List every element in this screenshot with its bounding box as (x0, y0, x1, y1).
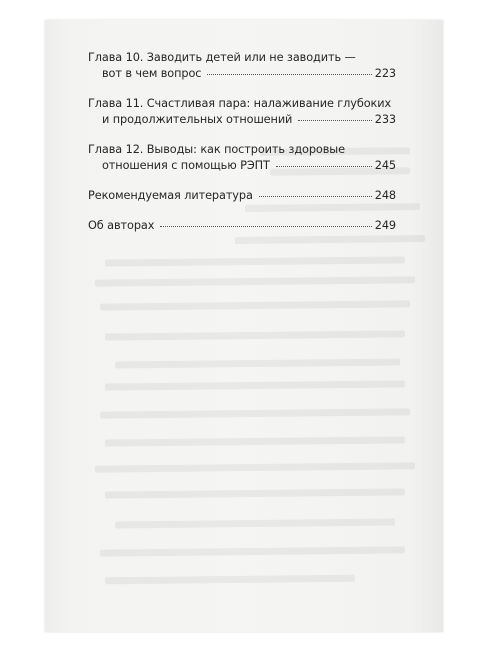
show-through-line (115, 359, 400, 369)
show-through-line (95, 276, 415, 286)
dot-leader (276, 166, 372, 167)
toc-page-number: 233 (374, 113, 396, 126)
toc-entry-title-continued: вот в чем вопрос (102, 67, 202, 80)
show-through-line (105, 436, 405, 446)
dot-leader (298, 120, 371, 121)
toc-page-number: 249 (374, 219, 396, 232)
toc-entry-recommended-reading (88, 188, 396, 204)
toc-entry-chapter-12 (88, 142, 396, 174)
toc-page-number: 223 (374, 67, 396, 80)
show-through-line (100, 300, 410, 310)
show-through-line (105, 575, 355, 585)
dot-leader (160, 226, 371, 227)
show-through-line (105, 488, 405, 498)
show-through-line (100, 408, 410, 418)
table-of-contents (88, 50, 396, 248)
show-through-line (115, 519, 395, 529)
toc-entry-title-continued: и продолжительных отношений (102, 113, 293, 126)
show-through-line (100, 546, 405, 556)
toc-entry-title: Глава 11. Счастливая пара: налаживание глубоких (88, 97, 392, 110)
dot-leader (207, 74, 371, 75)
toc-entry-title: Глава 12. Выводы: как построить здоровые (88, 143, 345, 156)
dot-leader (259, 196, 372, 197)
toc-entry-title: Об авторах (88, 219, 155, 232)
show-through-line (95, 462, 415, 472)
show-through-line (105, 380, 405, 390)
toc-entry-title: Глава 10. Заводить детей или не заводить — (88, 51, 356, 64)
toc-page-number: 245 (374, 159, 396, 172)
toc-page-number: 248 (374, 189, 396, 202)
toc-entry-title-continued: отношения с помощью РЭПТ (102, 159, 270, 172)
toc-entry-chapter-11 (88, 96, 396, 128)
show-through-line (105, 256, 405, 266)
toc-entry-chapter-10 (88, 50, 396, 82)
toc-entry-title: Рекомендуемая литература (88, 189, 253, 202)
show-through-line (105, 330, 405, 340)
toc-entry-about-authors (88, 218, 396, 234)
